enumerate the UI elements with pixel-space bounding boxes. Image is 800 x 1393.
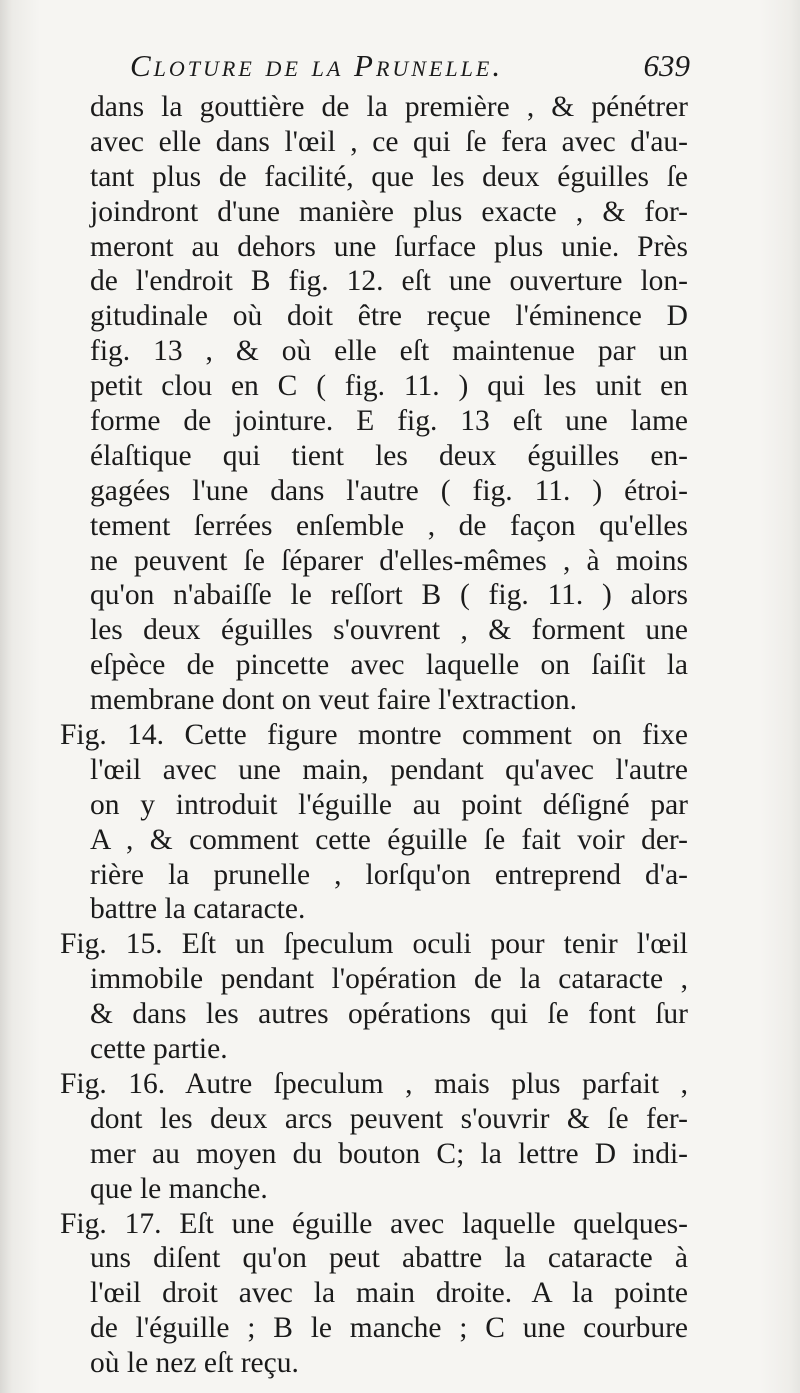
fig-15-line: Fig. 15. Eſt un ſpeculum oculi pour tenir l'œil [60,928,688,961]
text-line: l'œil droit avec la main droite. A la pointe [90,1277,688,1310]
body-text [60,90,688,1381]
text-line: de l'éguille ; B le manche ; C une courbure [90,1312,688,1345]
text-line: forme de jointure. E fig. 13 eſt une lame [90,405,688,438]
text-line: A , & comment cette éguille ſe fait voir der- [90,823,688,856]
text-line: l'œil avec une main, pendant qu'avec l'autre [90,753,688,786]
text-line: battre la cataracte. [90,893,306,926]
text-line: ne peuvent ſe ſéparer d'elles-mêmes , à moins [90,544,688,577]
text-line: gagées l'une dans l'autre ( fig. 11. ) étroi- [90,474,688,507]
text-line: meront au dehors une ſurface plus unie. Près [90,230,688,263]
fig-17-line: Fig. 17. Eſt une éguille avec laquelle quelques- [60,1207,688,1240]
text-line: que le manche. [90,1172,268,1205]
text-line: où le nez eſt reçu. [90,1347,299,1380]
text-line: cette partie. [90,1033,228,1066]
text-line: membrane dont on veut faire l'extraction. [90,684,577,717]
text-line: petit clou en C ( fig. 11. ) qui les unit en [90,370,688,403]
text-line: dont les deux arcs peuvent s'ouvrir & ſe fer- [90,1102,688,1135]
text-line: tement ſerrées enſemble , de façon qu'elles [90,509,688,542]
text-line: rière la prunelle , lorſqu'on entreprend d'a- [90,858,688,891]
text-line: avec elle dans l'œil , ce qui ſe fera avec d'au- [90,125,688,158]
page-header [130,48,690,92]
text-line: de l'endroit B fig. 12. eſt une ouverture lon- [90,265,688,298]
text-line: on y introduit l'éguille au point déſigné par [90,788,688,821]
text-line: les deux éguilles s'ouvrent , & forment une [90,614,688,647]
text-line: gitudinale où doit être reçue l'éminence D [90,300,688,333]
text-line: eſpèce de pincette avec laquelle on ſaiſit la [90,649,688,682]
fig-16-line: Fig. 16. Autre ſpeculum , mais plus parfait , [60,1067,688,1100]
text-line: fig. 13 , & où elle eſt maintenue par un [90,335,688,368]
text-line: joindront d'une manière plus exacte , & for- [90,195,688,228]
text-line: tant plus de facilité, que les deux éguilles ſe [90,160,688,193]
text-line: qu'on n'abaiſſe le reſſort B ( fig. 11. ) alors [90,579,688,612]
text-line: immobile pendant l'opération de la cataracte , [90,963,688,996]
page-number: 639 [643,48,690,83]
text-line: dans la gouttière de la première , & pénétrer [90,91,688,123]
text-line: & dans les autres opérations qui ſe font ſur [90,998,688,1031]
fig-14-line: Fig. 14. Cette figure montre comment on fixe [60,719,688,752]
running-title: Cloture de la Prunelle. [130,48,504,83]
text-line: uns diſent qu'on peut abattre la cataracte à [90,1242,688,1275]
text-line: élaſtique qui tient les deux éguilles en- [90,439,688,472]
text-line: mer au moyen du bouton C; la lettre D indi- [90,1137,688,1170]
